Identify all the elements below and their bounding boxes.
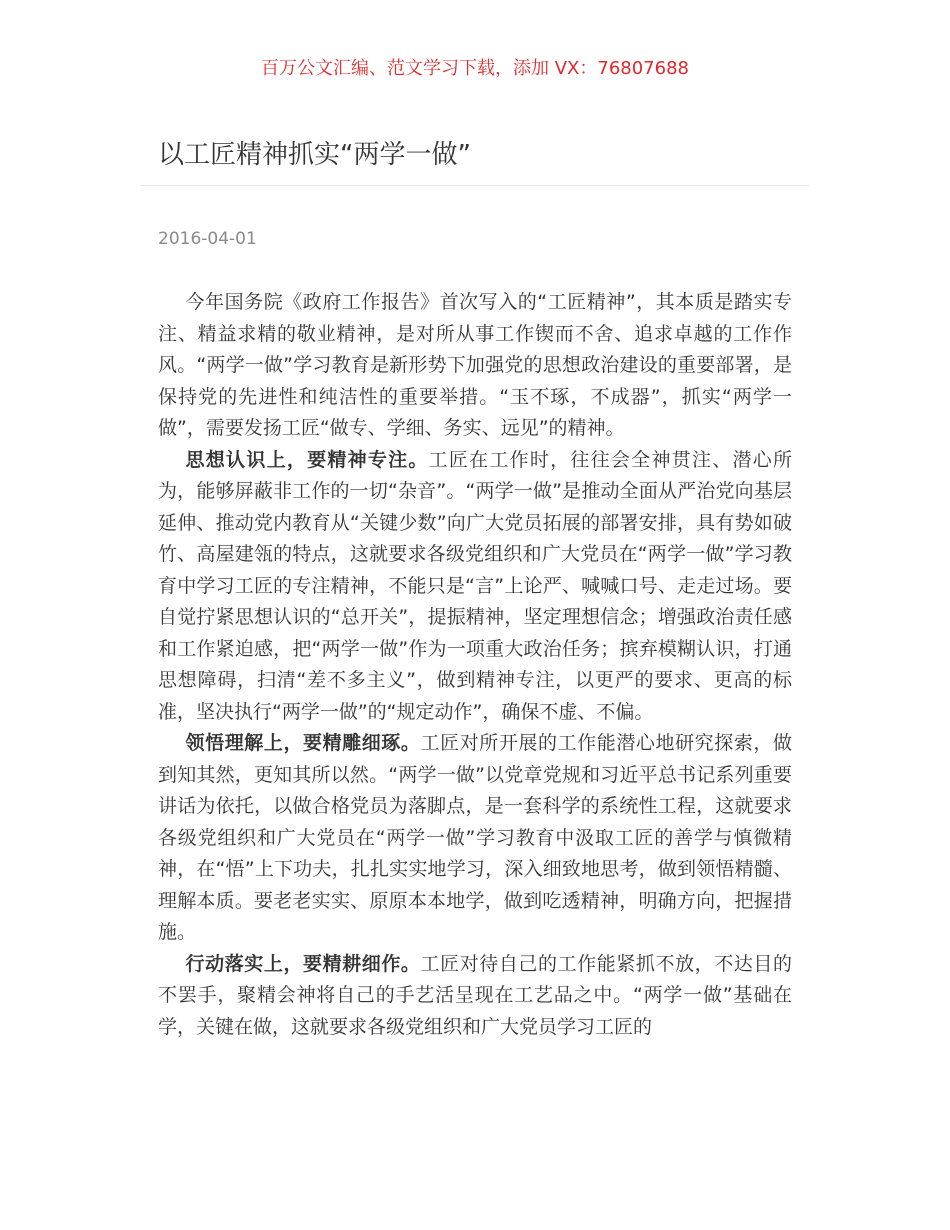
article-body: [158, 287, 792, 1043]
paragraph-lead: 领悟理解上，要精雕细琢。: [185, 732, 421, 754]
paragraph-text: 工匠对待自己的工作能紧抓不放，不达目的不罢手，聚精会神将自己的手艺活呈现在工艺品之中。“两学一做”基础在学，关键在做，这就要求各级党组织和广大党员学习工匠的: [158, 952, 792, 1038]
title-divider: [140, 185, 810, 186]
paragraph-text: 今年国务院《政府工作报告》首次写入的“工匠精神”，其本质是踏实专注、精益求精的敬业精神，是对所从事工作锲而不舍、追求卓越的工作作风。“两学一做”学习教育是新形势下加强党的思想政治建设的重要部署，是保持党的先进性和纯洁性的重要举措。“玉不琢，不成器”，抓实“两学一做”，需要发扬工匠“做专、学细、务实、远见”的精神。: [158, 291, 792, 439]
paragraph-lead: 行动落实上，要精耕细作。: [185, 952, 421, 975]
article-title: 以工匠精神抓实“两学一做”: [158, 140, 471, 170]
paragraph-text: 工匠在工作时，往往会全神贯注、潜心所为，能够屏蔽非工作的一切“杂音”。“两学一做”是推动全面从严治党向基层延伸、推动党内教育从“关键少数”向广大党员拓展的部署安排，具有势如破竹、高屋建瓴的特点，这就要求各级党组织和广大党员在“两学一做”学习教育中学习工匠的专注精神，不能只是“言”上论严、喊喊口号、走走过场。要自觉拧紧思想认识的“总开关”，提振精神，坚定理想信念；增强政治责任感和工作紧迫感，把“两学一做”作为一项重大政治任务；摈弃模糊认识，打通思想障碍，扫清“差不多主义”，做到精神专注，以更严的要求、更高的标准，坚决执行“两学一做”的“规定动作”，确保不虚、不偏。: [158, 448, 792, 723]
paragraph-text: 工匠对所开展的工作能潜心地研究探索，做到知其然，更知其所以然。“两学一做”以党章党规和习近平总书记系列重要讲话为依托，以做合格党员为落脚点，是一套科学的系统性工程，这就要求各级党组织和广大党员在“两学一做”学习教育中汲取工匠的善学与慎微精神，在“悟”上下功夫，扎扎实实地学习，深入细致地思考，做到领悟精髓、理解本质。要老老实实、原原本本地学，做到吃透精神，明确方向，把握措施。: [158, 732, 792, 943]
publish-date: 2016-04-01: [158, 229, 257, 249]
paragraph-understanding: [158, 728, 792, 949]
paragraph-intro: [158, 287, 792, 445]
paragraph-lead: 思想认识上，要精神专注。: [185, 448, 429, 471]
paragraph-action: [158, 949, 792, 1044]
promo-banner: 百万公文汇编、范文学习下载，添加 VX：76807688: [261, 58, 689, 79]
paragraph-thinking: [158, 445, 792, 729]
